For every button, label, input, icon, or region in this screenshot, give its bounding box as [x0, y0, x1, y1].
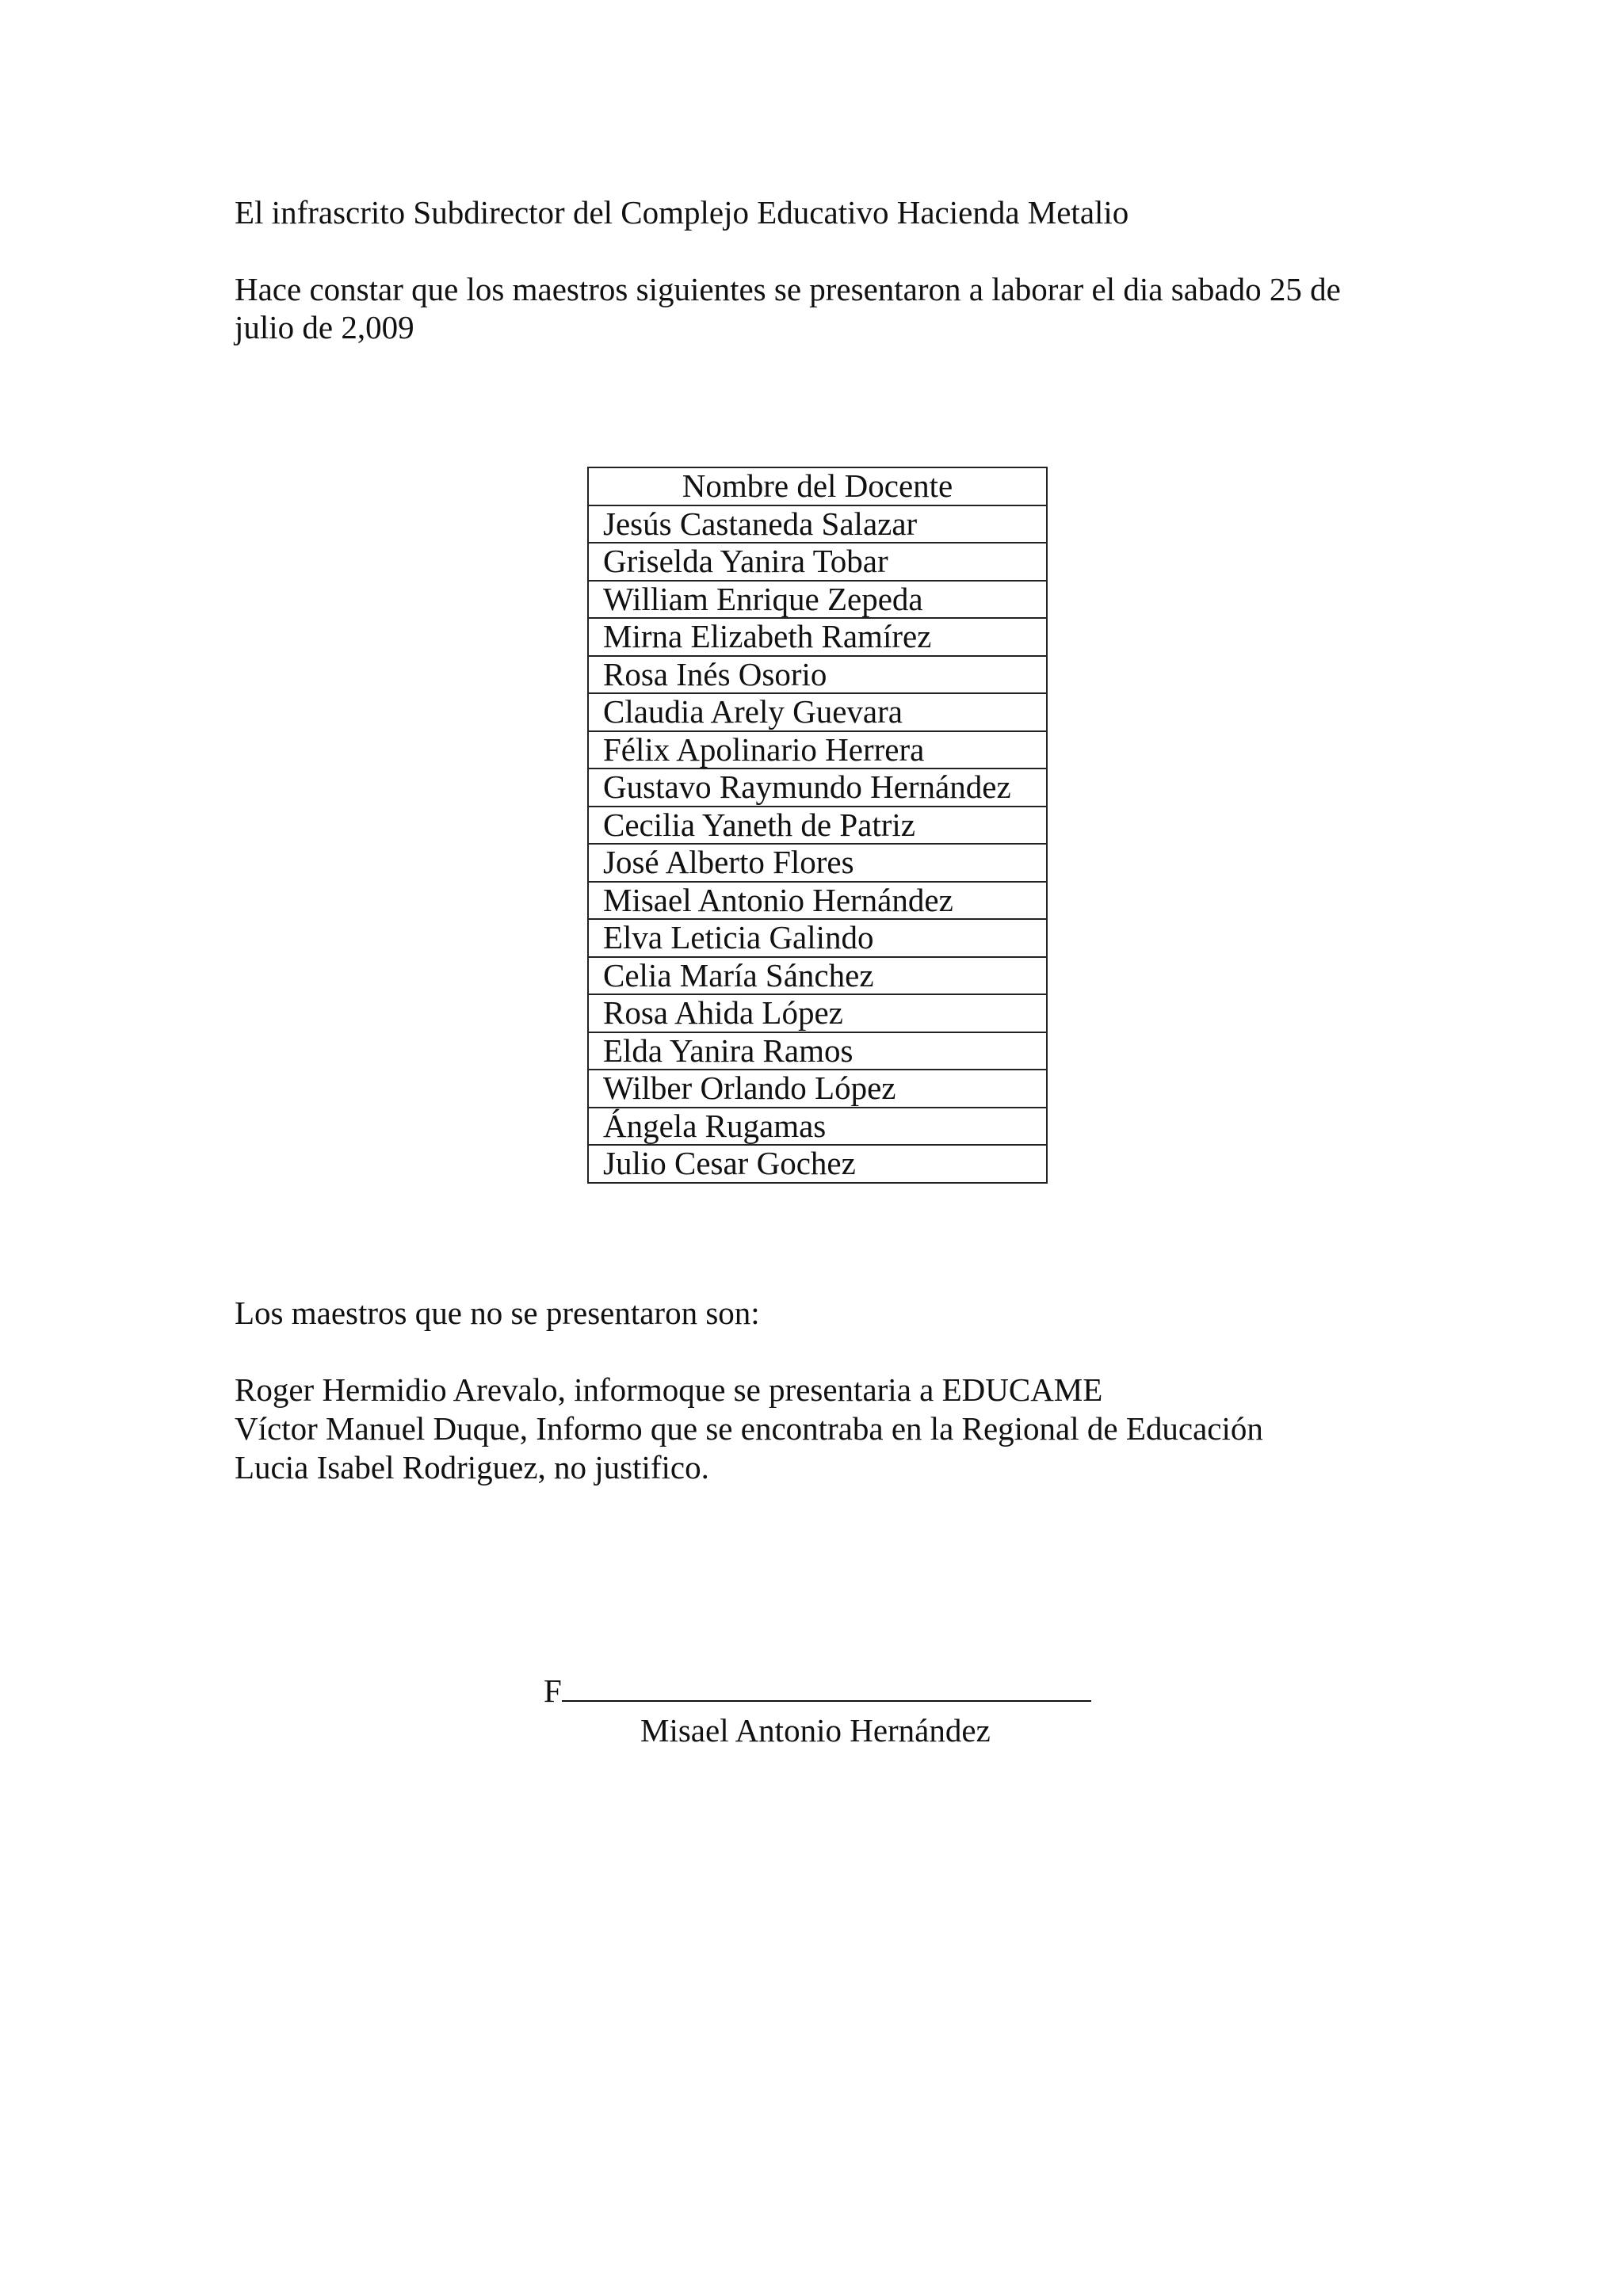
absent-item: Lucia Isabel Rodriguez, no justifico. [235, 1449, 709, 1486]
table-row [588, 505, 1047, 543]
teacher-name-cell: Griselda Yanira Tobar [588, 543, 1047, 581]
statement-paragraph [235, 270, 1392, 346]
table-row [588, 1145, 1047, 1183]
signature-line [562, 1672, 1091, 1702]
teacher-name-cell: Ángela Rugamas [588, 1108, 1047, 1146]
teacher-name-cell: Claudia Arely Guevara [588, 693, 1047, 731]
teacher-name-cell: William Enrique Zepeda [588, 581, 1047, 619]
signature-prefix: F [544, 1672, 562, 1709]
table-row [588, 994, 1047, 1032]
table-row [588, 882, 1047, 920]
teacher-name-cell: José Alberto Flores [588, 844, 1047, 882]
absent-list [235, 1371, 1263, 1487]
table-row [588, 1032, 1047, 1070]
teacher-name-cell: Celia María Sánchez [588, 957, 1047, 995]
statement-line-1: Hace constar que los maestros siguientes se presentaron a laborar el dia sabado 25 de [235, 271, 1341, 307]
table-row [588, 769, 1047, 807]
table-row [588, 844, 1047, 882]
statement-line-2: julio de 2,009 [235, 309, 414, 345]
table-header-row [588, 467, 1047, 505]
teacher-name-cell: Wilber Orlando López [588, 1070, 1047, 1108]
signer-name: Misael Antonio Hernández [640, 1712, 991, 1749]
table-row [588, 618, 1047, 656]
absent-heading: Los maestros que no se presentaron son: [235, 1295, 760, 1331]
teacher-name-cell: Mirna Elizabeth Ramírez [588, 618, 1047, 656]
table-row [588, 1108, 1047, 1146]
absent-item: Víctor Manuel Duque, Informo que se encontraba en la Regional de Educación [235, 1410, 1263, 1447]
absent-item: Roger Hermidio Arevalo, informoque se presentaria a EDUCAME [235, 1371, 1103, 1408]
teachers-table [587, 467, 1048, 1184]
table-row [588, 957, 1047, 995]
teacher-name-cell: Cecilia Yaneth de Patriz [588, 807, 1047, 845]
intro-line: El infrascrito Subdirector del Complejo Educativo Hacienda Metalio [235, 194, 1129, 231]
teacher-name-cell: Jesús Castaneda Salazar [588, 505, 1047, 543]
signature-block [544, 1672, 1091, 1749]
teacher-name-cell: Rosa Inés Osorio [588, 656, 1047, 694]
table-row [588, 807, 1047, 845]
table-row [588, 543, 1047, 581]
table-row [588, 581, 1047, 619]
teacher-name-cell: Elva Leticia Galindo [588, 919, 1047, 957]
signature-line-row [544, 1672, 1091, 1710]
teacher-name-cell: Julio Cesar Gochez [588, 1145, 1047, 1183]
table-header-cell: Nombre del Docente [588, 467, 1047, 505]
table-row [588, 656, 1047, 694]
table-row [588, 919, 1047, 957]
table-row [588, 693, 1047, 731]
table-row [588, 731, 1047, 769]
teacher-name-cell: Félix Apolinario Herrera [588, 731, 1047, 769]
teacher-name-cell: Elda Yanira Ramos [588, 1032, 1047, 1070]
table-row [588, 1070, 1047, 1108]
teacher-name-cell: Gustavo Raymundo Hernández [588, 769, 1047, 807]
teacher-name-cell: Misael Antonio Hernández [588, 882, 1047, 920]
teacher-name-cell: Rosa Ahida López [588, 994, 1047, 1032]
